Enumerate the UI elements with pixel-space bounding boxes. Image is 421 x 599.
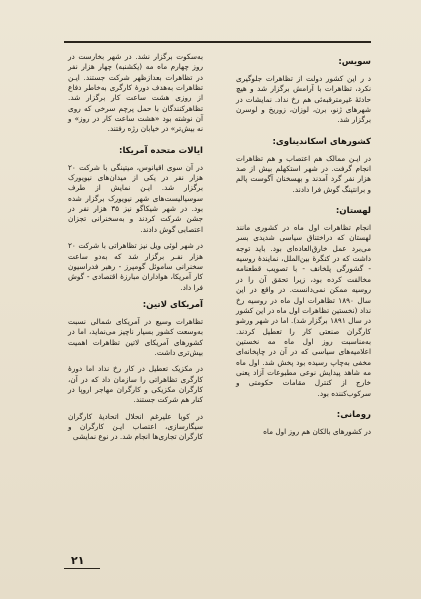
section-heading-romania: رومانی:	[336, 409, 371, 420]
section-heading-usa: ایالات متحده آمریکا:	[119, 145, 203, 156]
paragraph-usa-1: در آن سوی اقیانوس، میتینگی با شرکت ۲۰ هزار نفر در یکی از میدان‌های نیویورک برگزار شد. ایـن نمایش از طرف سوسیالیست‌های شهر نیویورک برگزار شده بود. در شهر شیکاگو نیز ۳۵ هزار نفر در جشن شرکت کردند و به‌سخنرانی تجزان اعتصابی گوش دادند.	[68, 162, 203, 234]
paragraph-usa-2: در شهر لوئی ویل نیز تظاهراتی با شرکت ۲۰ هزار نفـر برگزار شد که به‌دو ساعت سخنرانی ساموئل گومپرز - رهبر فدراسیون کار آمریکا، هواداران مبارزهٔ اقتصادی - گوش فرا داد.	[68, 241, 203, 292]
section-heading-switzerland: سویس:	[338, 57, 371, 67]
paragraph-switzerland: د ر این کشور دولت از تظاهرات جلوگیری نکرد، تظاهرات با آرامش برگزار شد و هیچ حادثهٔ غیرمترقبه‌ئی هم رخ نداد. نمایشات در شهرهای ژنو، برن، لوزان، زوریخ و لوسرن برگزار شد.	[236, 74, 371, 125]
paragraph-latin-america-3: در کوبا علیرغم انحلال اتحادیهٔ کارگران سیگارسازی، اعتصاب ایـن کارگران و کارگران تجاری‌ها انجام شد. در نوع نمایشی	[68, 411, 203, 442]
paragraph-romania-continued: به‌سکوت برگزار نشد. در شهر بخارست در روز چهارم ماه مه (یکشنبه) چهار هزار نفر در تظاهرات بعدازظهر شرکت جستند. ایـن تظاهرات به‌هدف دورهٔ کارگری به‌خاطر دفاع از روزی هشت ساعت کار برگزار شد. تظاهرکنندگان با حمل پرچم سرخی که روی آن نوشته بود «هشت ساعت کار در روز» و نه بیش‌تر» در خیابان رژه رفتند.	[68, 52, 203, 134]
right-column	[236, 52, 371, 443]
section-heading-latin-america: آمریکای لاتین:	[142, 299, 203, 310]
paragraph-romania: در کشورهای بالکان هم روز اول ماه	[263, 426, 371, 436]
bottom-rule	[64, 568, 100, 569]
paragraph-latin-america-2: در مکزیک تعطیل در کار رخ نداد اما دورهٔ کارگری تظاهراتی را سازمان داد که در آن، کارگران مکزیکی و کارگران مهاجر اروپا در کنار هم شرکت جستند.	[68, 364, 203, 405]
section-heading-poland: لهستان:	[335, 206, 371, 217]
left-column	[68, 52, 203, 449]
paragraph-scandinavia: در ایـن ممالک هم اعتصاب و هم تظاهرات انجام گرفت. در شهر استکهلم بیش از صد هزار نفر گرد آمدند و بهسخنان آگوست پالم و برانتینگ گوش فرا دادند.	[236, 153, 371, 194]
section-heading-scandinavia: کشورهای اسکاندیناوی:	[272, 136, 371, 147]
paragraph-latin-america-1: تظاهرات وسیع در آمریکای شمالی نسبت به‌وسعت کشور بسیار ناچیز می‌نماید، اما در کشورهای آمریکای لاتین تظاهرات اهمیت بیش‌تری داشت.	[68, 316, 203, 357]
page-number: ۲۱	[71, 554, 85, 567]
paragraph-poland: انجام تظاهرات اول ماه در کشوری مانند لهستان که دراختناق سیاسی شدیدی بسر می‌برد عمل خارق‌العاده‌ای بود. باید توجه داشت که در کنگرهٔ بین‌الملل، نمایندهٔ روسیه - گشورگی پلخانف - با تصویب قطعنامه مخالفت کرده بود، زیرا تحقق آن را در روسیه ممکن نمی‌دانست. در واقع در این سال ۱۸۹۰ تظاهرات اول ماه در روسیه رخ نداد (نخستین تظاهرات اول ماه در این کشور در سال ۱۸۹۱ برگزار شد). اما در شهر ورشو کارگران صنعتی کار را تعطیل کردند. به‌مناسبت روز اول ماه مه نخستین اعلامیه‌های سیاسی که در آن در چاپخانه‌ای مخفی به‌چاپ رسیده بود پخش شد. اول ماه مه شاهد پیدایش نوعی مطبوعات آزاد یعنی خارج از کنترل مقامات حکومتی و سرکوب‌کننده بود.	[236, 223, 371, 398]
top-rule	[64, 41, 371, 43]
